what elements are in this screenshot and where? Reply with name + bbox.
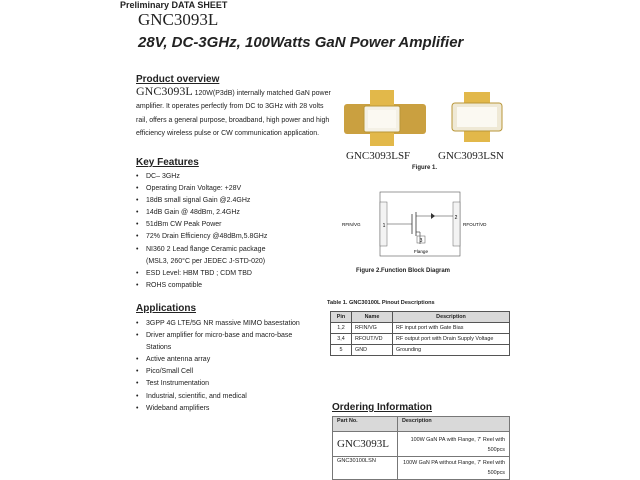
- feature-item: • ESD Level: HBM TBD ; CDM TBD: [136, 268, 336, 280]
- table-cell: RF output port with Drain Supply Voltage: [393, 334, 510, 345]
- application-item: • Pico/Small Cell: [136, 366, 336, 378]
- package-name-flangeless: GNC3093LSN: [438, 150, 505, 162]
- feature-item-continued: (MSL3, 260°C per JEDEC J-STD-020): [146, 257, 266, 265]
- feature-item: • 14dB Gain @ 48dBm, 2.4GHz: [136, 207, 336, 219]
- feature-item: • DC– 3GHz: [136, 171, 336, 183]
- applications-list: [136, 318, 336, 415]
- ordering-table: [332, 416, 510, 480]
- column-header: Name: [352, 312, 393, 323]
- left-pin-label: RFIN/VG: [342, 222, 361, 227]
- features-heading: Key Features: [136, 157, 199, 168]
- right-pin-label: RFOUT/VD: [463, 222, 487, 227]
- feature-item: • 51dBm CW Peak Power: [136, 219, 336, 231]
- applications-heading: Applications: [136, 303, 197, 314]
- function-block-diagram: [340, 188, 500, 264]
- column-header: Part No.: [333, 417, 398, 432]
- table-cell: GND: [352, 345, 393, 356]
- output-pin-block: [453, 202, 460, 246]
- table-cell: GNC30100LSN: [333, 457, 398, 480]
- table-cell: 100W GaN PA without Flange, 7' Reel with 500pcs: [398, 457, 510, 480]
- figure1-caption: Figure 1.: [412, 165, 438, 171]
- table-cell: 3,4: [331, 334, 352, 345]
- pinout-table: [330, 311, 510, 356]
- feature-item: • NI360 2 Lead flange Ceramic package: [136, 244, 336, 256]
- application-item: • Industrial, scientific, and medical: [136, 391, 336, 403]
- feature-item: • ROHS compatible: [136, 280, 336, 292]
- overview-text: [136, 85, 332, 140]
- application-item: • Test Instrumentation: [136, 378, 336, 390]
- application-item: • Driver amplifier for micro-base and macro-base: [136, 330, 336, 342]
- feature-item: • 18dB small signal Gain @2.4GHz: [136, 195, 336, 207]
- table-cell: GNC3093L: [333, 432, 398, 457]
- application-item: • Wideband amplifiers: [136, 403, 336, 415]
- table-row: [333, 432, 510, 457]
- feature-item: • 72% Drain Efficiency @48dBm,5.8GHz: [136, 231, 336, 243]
- table-row: [331, 345, 510, 356]
- figure2-caption: Figure 2.Function Block Diagram: [356, 268, 451, 274]
- column-header: Description: [398, 417, 510, 432]
- preliminary-label: Preliminary DATA SHEET: [120, 0, 228, 10]
- column-header: Description: [393, 312, 510, 323]
- pinout-table-title: Table 1. GNC30100L Pinout Descriptions: [327, 300, 435, 306]
- table-header-row: [333, 417, 510, 432]
- package-name-flanged: GNC3093LSF: [346, 150, 411, 162]
- flanged-package-image: [338, 90, 434, 146]
- bottom-pin-label: Flange: [413, 249, 429, 254]
- table-cell: RFOUT/VD: [352, 334, 393, 345]
- package-photos: [338, 86, 518, 148]
- application-item-continued: Stations: [146, 344, 172, 352]
- table-header-row: [331, 312, 510, 323]
- pin-2-number: 2: [454, 215, 458, 221]
- table-row: [331, 323, 510, 334]
- pin-3-number: 3: [419, 238, 423, 244]
- feature-item: • Operating Drain Voltage: +28V: [136, 183, 336, 195]
- table-row: [333, 457, 510, 480]
- table-cell: 100W GaN PA with Flange, 7' Reel with 500pcs: [398, 432, 510, 457]
- flangeless-package-image: [452, 92, 502, 142]
- table-cell: RF input port with Gate Bias: [393, 323, 510, 334]
- pin-1-number: 1: [382, 223, 386, 229]
- overview-heading: Product overview: [136, 74, 220, 85]
- table-cell: 1,2: [331, 323, 352, 334]
- application-item: • 3GPP 4G LTE/5G NR massive MIMO basestation: [136, 318, 336, 330]
- ordering-heading: Ordering Information: [332, 402, 432, 413]
- overview-body: 120W(P3dB) internally matched GaN power amplifier. It operates perfectly from DC to 3GHz with 28 volts rail, offers a general purpose, broadband, high power and high efficiency wireless pulse or CW communication application.: [136, 90, 331, 137]
- table-row: [331, 334, 510, 345]
- overview-part-number: GNC3093L: [136, 84, 193, 98]
- features-list: [136, 171, 336, 292]
- table-cell: 5: [331, 345, 352, 356]
- table-cell: Grounding: [393, 345, 510, 356]
- page-title: 28V, DC-3GHz, 100Watts GaN Power Amplifier: [138, 34, 464, 51]
- column-header: Pin: [331, 312, 352, 323]
- document-part-number: GNC3093L: [138, 10, 219, 29]
- table-cell: RFIN/VG: [352, 323, 393, 334]
- application-item: • Active antenna array: [136, 354, 336, 366]
